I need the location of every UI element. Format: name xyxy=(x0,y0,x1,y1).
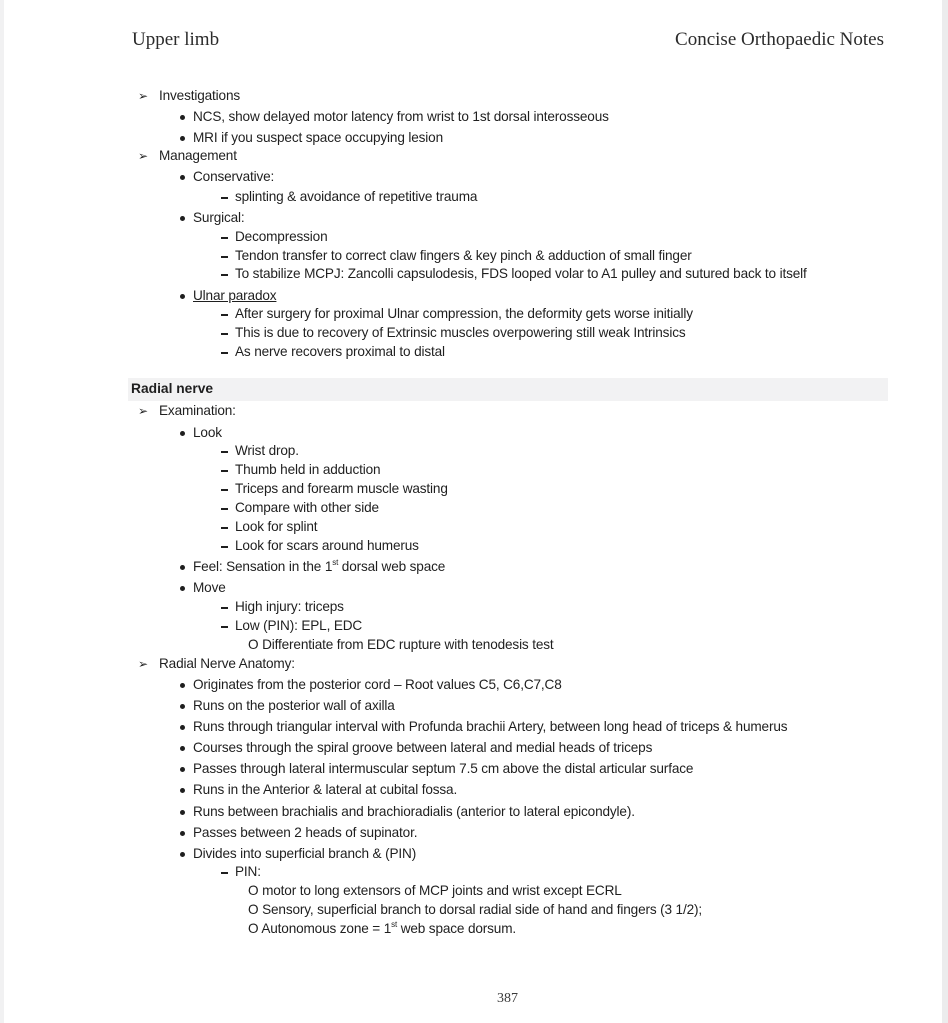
dash-bullet-icon xyxy=(221,508,228,510)
bullet-dot-icon xyxy=(180,136,185,141)
bullet-dot-icon xyxy=(180,565,185,570)
section-heading-band xyxy=(128,378,888,401)
dash-bullet-icon xyxy=(221,451,228,453)
sub-list-item: Decompression xyxy=(235,229,328,245)
dash-bullet-icon xyxy=(221,872,228,874)
bullet-dot-icon xyxy=(180,704,185,709)
sub-list-item: High injury: triceps xyxy=(235,599,344,615)
arrow-bullet-icon: ➢ xyxy=(138,657,148,671)
bullet-dot-icon xyxy=(180,294,185,299)
sub-sub-list-item: O Differentiate from EDC rupture with tenodesis test xyxy=(248,637,554,652)
sub-list-item: Wrist drop. xyxy=(235,443,299,459)
sub-list-item: splinting & avoidance of repetitive trauma xyxy=(235,189,477,205)
dash-bullet-icon xyxy=(221,237,228,239)
sub-list-item: Thumb held in adduction xyxy=(235,462,380,478)
sub-sub-list-item: O Sensory, superficial branch to dorsal radial side of hand and fingers (3 1/2); xyxy=(248,902,702,917)
list-item: Courses through the spiral groove between lateral and medial heads of triceps xyxy=(193,740,652,756)
heading-investigations: ➢ Investigations xyxy=(138,88,241,103)
dash-bullet-icon xyxy=(221,256,228,258)
arrow-bullet-icon: ➢ xyxy=(138,89,148,103)
dash-bullet-icon xyxy=(221,527,228,529)
sub-list-item: Compare with other side xyxy=(235,500,379,516)
bullet-dot-icon xyxy=(180,810,185,815)
heading-examination: ➢ Examination: xyxy=(138,403,236,418)
running-header-right: Concise Orthopaedic Notes xyxy=(675,29,884,50)
bullet-dot-icon xyxy=(180,216,185,221)
dash-bullet-icon xyxy=(221,352,228,354)
sub-sub-list-item: O motor to long extensors of MCP joints and wrist except ECRL xyxy=(248,883,622,898)
dash-bullet-icon xyxy=(221,197,228,199)
bullet-dot-icon xyxy=(180,725,185,730)
list-item: Originates from the posterior cord – Root values C5, C6,C7,C8 xyxy=(193,677,562,693)
running-header-left: Upper limb xyxy=(132,29,220,50)
dash-bullet-icon xyxy=(221,626,228,628)
circle-bullet-icon: O xyxy=(248,902,259,917)
bullet-dot-icon xyxy=(180,831,185,836)
list-item-look: Look xyxy=(193,425,222,441)
dash-bullet-icon xyxy=(221,470,228,472)
bullet-dot-icon xyxy=(180,852,185,857)
dash-bullet-icon xyxy=(221,607,228,609)
list-item: Runs through triangular interval with Profunda brachii Artery, between long head of triceps & humerus xyxy=(193,719,787,735)
bullet-dot-icon xyxy=(180,788,185,793)
dash-bullet-icon xyxy=(221,314,228,316)
list-item: Passes through lateral intermuscular septum 7.5 cm above the distal articular surface xyxy=(193,761,693,777)
bullet-dot-icon xyxy=(180,431,185,436)
sub-list-item: As nerve recovers proximal to distal xyxy=(235,344,445,360)
list-item: Divides into superficial branch & (PIN) xyxy=(193,846,416,862)
bullet-dot-icon xyxy=(180,586,185,591)
list-item: Passes between 2 heads of supinator. xyxy=(193,825,417,841)
list-item-ulnar-paradox: Ulnar paradox xyxy=(193,288,276,304)
bullet-dot-icon xyxy=(180,746,185,751)
heading-anatomy: ➢ Radial Nerve Anatomy: xyxy=(138,656,295,671)
dash-bullet-icon xyxy=(221,274,228,276)
sub-list-item: Look for splint xyxy=(235,519,317,535)
list-item-move: Move xyxy=(193,580,226,596)
list-item-feel: Feel: Sensation in the 1st dorsal web space xyxy=(193,559,445,575)
dash-bullet-icon xyxy=(221,489,228,491)
sub-list-item: Low (PIN): EPL, EDC xyxy=(235,618,362,634)
page-number: 387 xyxy=(497,991,518,1006)
sub-list-item: This is due to recovery of Extrinsic muscles overpowering still weak Intrinsics xyxy=(235,325,686,341)
list-item: Runs in the Anterior & lateral at cubital fossa. xyxy=(193,782,457,798)
list-item: Runs on the posterior wall of axilla xyxy=(193,698,395,714)
bullet-dot-icon xyxy=(180,683,185,688)
heading-management: ➢ Management xyxy=(138,148,237,163)
circle-bullet-icon: O xyxy=(248,921,259,936)
arrow-bullet-icon: ➢ xyxy=(138,404,148,418)
list-item: NCS, show delayed motor latency from wrist to 1st dorsal interosseous xyxy=(193,109,609,125)
sub-list-item: After surgery for proximal Ulnar compression, the deformity gets worse initially xyxy=(235,306,693,322)
dash-bullet-icon xyxy=(221,546,228,548)
circle-bullet-icon: O xyxy=(248,637,259,652)
circle-bullet-icon: O xyxy=(248,883,259,898)
list-item-surgical: Surgical: xyxy=(193,210,245,226)
arrow-bullet-icon: ➢ xyxy=(138,149,148,163)
bullet-dot-icon xyxy=(180,767,185,772)
list-item-conservative: Conservative: xyxy=(193,169,274,185)
sub-list-item: To stabilize MCPJ: Zancolli capsulodesis, FDS looped volar to A1 pulley and sutured back to itself xyxy=(235,266,807,282)
sub-list-item: Tendon transfer to correct claw fingers & key pinch & adduction of small finger xyxy=(235,248,692,264)
scrollbar[interactable] xyxy=(942,0,948,1023)
sub-list-item-pin: PIN: xyxy=(235,864,261,880)
sub-sub-list-item: O Autonomous zone = 1st web space dorsum. xyxy=(248,920,517,936)
sub-list-item: Triceps and forearm muscle wasting xyxy=(235,481,448,497)
list-item: MRI if you suspect space occupying lesion xyxy=(193,130,443,146)
bullet-dot-icon xyxy=(180,115,185,120)
list-item: Runs between brachialis and brachioradialis (anterior to lateral epicondyle). xyxy=(193,804,635,820)
bullet-dot-icon xyxy=(180,175,185,180)
dash-bullet-icon xyxy=(221,333,228,335)
section-title-radial-nerve: Radial nerve xyxy=(131,381,214,396)
sub-list-item: Look for scars around humerus xyxy=(235,538,419,554)
document-page xyxy=(4,0,942,1023)
